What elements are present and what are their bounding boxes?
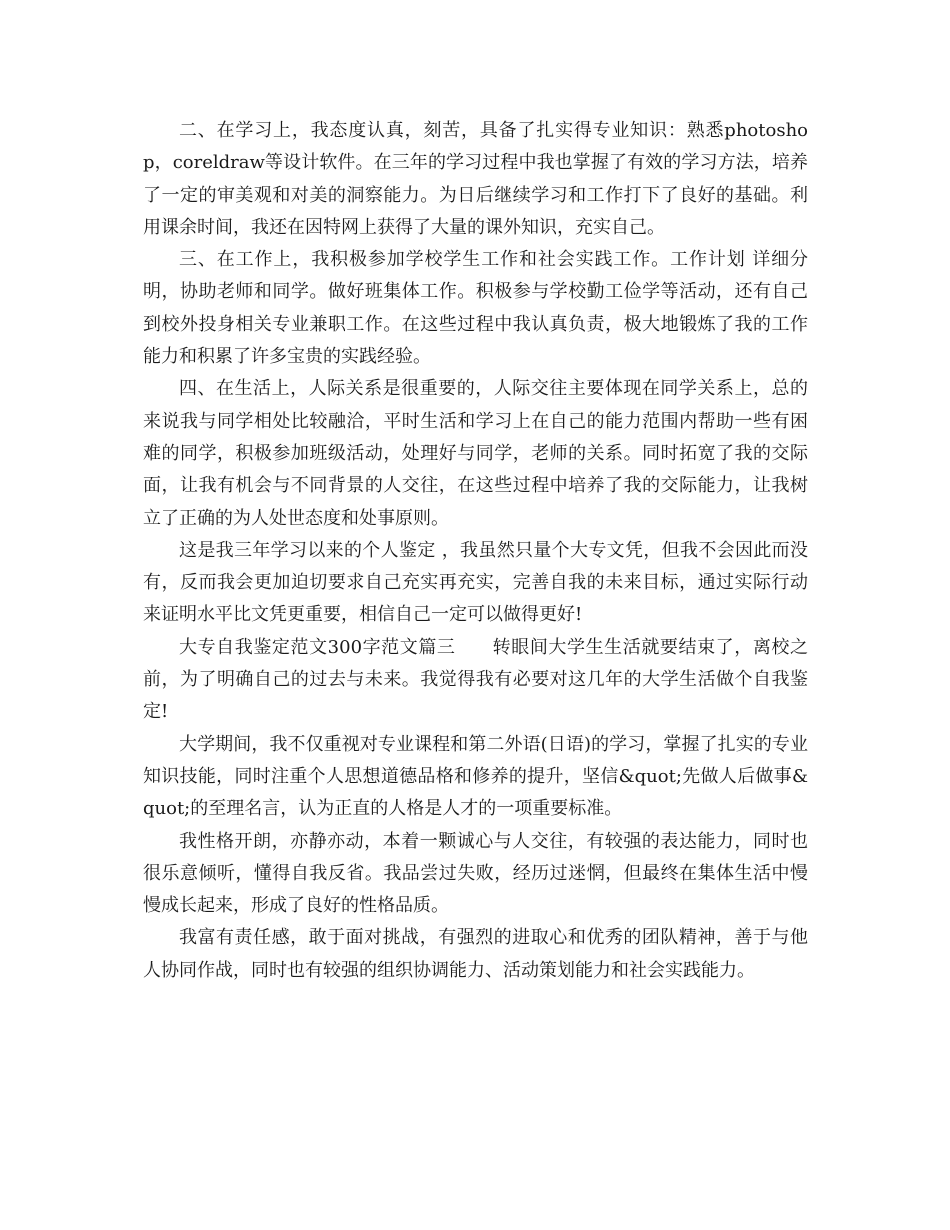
paragraph-personality: 我性格开朗，亦静亦动，本着一颗诚心与人交往，有较强的表达能力，同时也很乐意倾听，懂得自我反省。我品尝过失败，经历过迷惘，但最终在集体生活中慢慢成长起来，形成了良好的性格品质。 — [143, 830, 808, 917]
paragraph-essay-three-intro: 大专自我鉴定范文300字范文篇三 转眼间大学生生活就要结束了，离校之前，为了明确自己的过去与未来。我觉得我有必要对这几年的大学生活做个自我鉴定! — [143, 636, 808, 723]
paragraph-university: 大学期间，我不仅重视对专业课程和第二外语(日语)的学习，掌握了扎实的专业知识技能，同时注重个人思想道德品格和修养的提升，坚信&quot;先做人后做事&quot;的至理名言，认为正直的人格是人才的一项重要标准。 — [143, 733, 808, 820]
paragraph-summary: 这是我三年学习以来的个人鉴定 ，我虽然只量个大专文凭，但我不会因此而没有，反而我会更加迫切要求自己充实再充实，完善自我的未来目标，通过实际行动来证明水平比文凭更重要，相信自己一定可以做得更好! — [143, 539, 808, 626]
paragraph-responsibility: 我富有责任感，敢于面对挑战，有强烈的进取心和优秀的团队精神，善于与他人协同作战，同时也有较强的组织协调能力、活动策划能力和社会实践能力。 — [143, 927, 808, 981]
document-body — [143, 115, 808, 987]
paragraph-work: 三、在工作上，我积极参加学校学生工作和社会实践工作。工作计划 详细分明，协助老师和同学。做好班集体工作。积极参与学校勤工俭学等活动，还有自己到校外投身相关专业兼职工作。在这些过程中我认真负责，极大地锻炼了我的工作能力和积累了许多宝贵的实践经验。 — [143, 249, 808, 368]
paragraph-study: 二、在学习上，我态度认真，刻苦，具备了扎实得专业知识：熟悉photoshop，coreldraw等设计软件。在三年的学习过程中我也掌握了有效的学习方法，培养了一定的审美观和对美的洞察能力。为日后继续学习和工作打下了良好的基础。利用课余时间，我还在因特网上获得了大量的课外知识，充实自己。 — [143, 120, 808, 238]
paragraph-life: 四、在生活上，人际关系是很重要的，人际交往主要体现在同学关系上，总的来说我与同学相处比较融洽，平时生活和学习上在自己的能力范围内帮助一些有困难的同学，积极参加班级活动，处理好与同学，老师的关系。同时拓宽了我的交际面，让我有机会与不同背景的人交往，在这些过程中培养了我的交际能力，让我树立了正确的为人处世态度和处事原则。 — [143, 378, 808, 529]
